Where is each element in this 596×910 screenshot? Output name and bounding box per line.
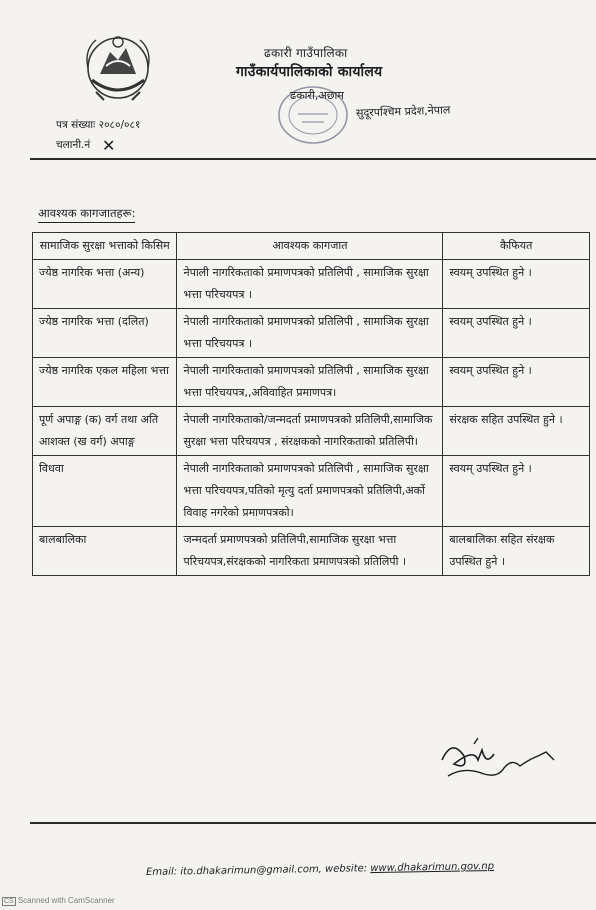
dispatch-cross-mark: ✕ [102, 136, 116, 155]
website-link[interactable]: www.dhakarimun.gov.np [370, 860, 495, 875]
remarks-cell: स्वयम् उपस्थित हुने । [443, 309, 590, 358]
allowance-type-cell: ज्येष्ठ नागरिक एकल महिला भत्ता [33, 358, 177, 407]
nepal-emblem-icon [82, 30, 154, 106]
table-row [33, 309, 590, 358]
documents-cell: नेपाली नागरिकताको प्रमाणपत्रको प्रतिलिपी , सामाजिक सुरक्षा भत्ता परिचयपत्र,,अविवाहित प्रमाणपत्र। [177, 358, 443, 407]
allowance-type-cell: बालबालिका [33, 527, 177, 576]
column-header-remarks: कैफियत [443, 233, 590, 260]
documents-table [32, 232, 590, 576]
table-row [33, 358, 590, 407]
column-header-type: सामाजिक सुरक्षा भत्ताको किसिम [33, 233, 177, 260]
remarks-cell: स्वयम् उपस्थित हुने । [443, 358, 590, 407]
scanner-watermark [2, 896, 115, 906]
remarks-cell: संरक्षक सहित उपस्थित हुने । [443, 407, 590, 456]
documents-cell: नेपाली नागरिकताको प्रमाणपत्रको प्रतिलिपी , सामाजिक सुरक्षा भत्ता परिचयपत्र । [177, 309, 443, 358]
remarks-cell: बालबालिका सहित संरक्षक उपस्थित हुने । [443, 527, 590, 576]
column-header-documents: आवश्यक कागजात [177, 233, 443, 260]
section-title: आवश्यक कागजातहरू: [38, 206, 135, 223]
table-row [33, 527, 590, 576]
documents-cell: नेपाली नागरिकताको प्रमाणपत्रको प्रतिलिपी , सामाजिक सुरक्षा भत्ता परिचयपत्र,पतिको मृत्यु दर्ता प्रमाणपत्रको प्रतिलिपी,अर्को विवाह नगरेको प्रमाणपत्रको। [177, 456, 443, 527]
office-location: ढकारी,अछाम [290, 89, 344, 102]
table-row [33, 407, 590, 456]
footer-divider [30, 822, 596, 824]
camscanner-badge: CS [4, 898, 14, 905]
scanner-text: Scanned with CamScanner [17, 896, 115, 905]
header-divider [30, 158, 596, 160]
table-row [33, 456, 590, 527]
allowance-type-cell: ज्येष्ठ नागरिक भत्ता (अन्य) [33, 260, 177, 309]
remarks-cell: स्वयम् उपस्थित हुने । [443, 260, 590, 309]
office-name: गाउँकार्यपालिकाको कार्यालय [236, 64, 383, 80]
province-name: सुदूरपश्चिम प्रदेश,नेपाल [355, 103, 451, 120]
allowance-type-cell: पूर्ण अपाङ्ग (क) वर्ग तथा अति आशक्त (ख वर्ग) अपाङ्ग [33, 407, 177, 456]
documents-cell: नेपाली नागरिकताको/जन्मदर्ता प्रमाणपत्रको प्रतिलिपी,सामाजिक सुरक्षा भत्ता परिचयपत्र , संरक्षकको नागरिकताको प्रतिलिपी। [177, 407, 443, 456]
table-header-row [33, 233, 590, 260]
footer-contact [146, 861, 494, 878]
table-row [33, 260, 590, 309]
allowance-type-cell: ज्येष्ठ नागरिक भत्ता (दलित) [33, 309, 177, 358]
documents-cell: जन्मदर्ता प्रमाणपत्रको प्रतिलिपी,सामाजिक सुरक्षा भत्ता परिचयपत्र,संरक्षकको नागरिकता प्रमाणपत्रको प्रतिलिपी । [177, 527, 443, 576]
remarks-cell: स्वयम् उपस्थित हुने । [443, 456, 590, 527]
footer-email-text: Email: ito.dhakarimun@gmail.com, website: [145, 863, 371, 879]
allowance-type-cell: विधवा [33, 456, 177, 527]
signature-icon [434, 730, 564, 790]
reference-number: पत्र संख्याः २०८०/०८१ [56, 119, 141, 131]
municipality-name: ढकारी गाउँपालिका [264, 46, 348, 60]
dispatch-number-label: चलानी.नं [56, 139, 91, 151]
documents-cell: नेपाली नागरिकताको प्रमाणपत्रको प्रतिलिपी , सामाजिक सुरक्षा भत्ता परिचयपत्र । [177, 260, 443, 309]
